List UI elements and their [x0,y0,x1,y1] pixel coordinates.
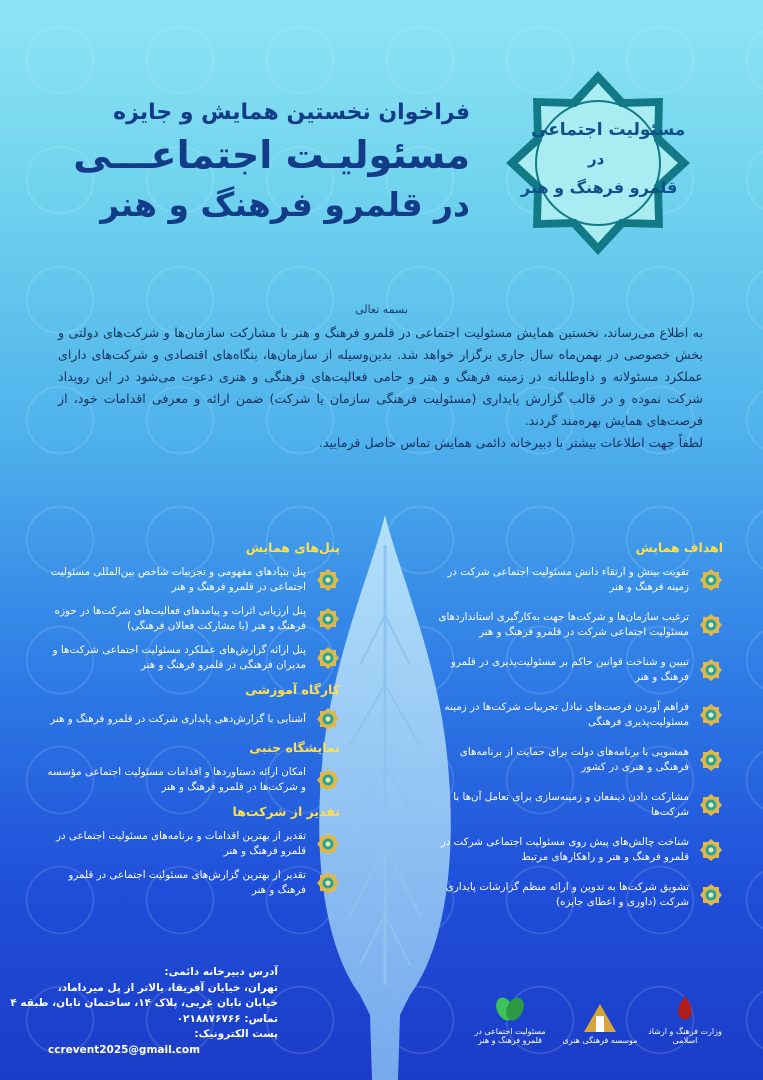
event-logo [465,993,555,1045]
emblem-text-top: مسئولیت اجتماعی [531,120,686,140]
ornament-bullet-icon [316,871,340,895]
emblem-text-bottom: قلمرو فرهنگ و هنر [521,178,678,197]
list-item-text: تبیین و شناخت قوانین حاکم بر مسئولیت‌پذیری در قلمرو فرهنگ و هنر [450,656,689,683]
exhibition-title: نمایشگاه جنبی [249,740,340,755]
list-item [433,790,723,820]
intro-text [58,322,703,454]
list-item-text: تشویق شرکت‌ها به تدوین و ارائه منظم گزارشات پایداری شرکت (داوری و اعطای جایزه) [445,881,689,908]
awards-list [40,829,340,898]
list-item-text: پنل ارائه گزارش‌های عملکرد مسئولیت اجتماعی شرکت‌ها و مدیران فرهنگی در قلمرو فرهنگ و هنر [52,644,306,671]
ornament-bullet-icon [316,832,340,856]
goals-list [433,565,723,910]
event-emblem [503,68,693,258]
list-item [40,604,340,634]
ornament-bullet-icon [699,658,723,682]
panels-list [40,565,340,673]
ornament-bullet-icon [699,838,723,862]
ornament-bullet-icon [699,703,723,727]
list-item [40,765,340,795]
address-line-1: تهران، خیابان آفریقا، بالاتر از پل میرداماد، [57,981,278,994]
list-item [40,643,340,673]
list-item-text: امکان ارائه دستاوردها و اقدامات مسئولیت اجتماعی مؤسسه و شرکت‌ها در قلمرو فرهنگ و هنر [47,766,306,793]
list-item [433,745,723,775]
program-section [40,540,340,907]
ornament-bullet-icon [699,793,723,817]
event-logo-text: مسئولیت اجتماعی در قلمرو فرهنگ و هنر [474,1027,546,1045]
ornament-bullet-icon [699,568,723,592]
ministry-emblem-icon [669,993,701,1025]
ornament-bullet-icon [316,768,340,792]
list-item [433,610,723,640]
emblem-text-mid: در [588,150,605,168]
intro-paragraph-2: لطفاً جهت اطلاعات بیشتر با دبیرخانه دائمی همایش تماس حاصل فرمایید. [318,435,703,450]
list-item-text: پنل بنیادهای مفهومی و تجربیات شاخص بین‌المللی مسئولیت اجتماعی در قلمرو فرهنگ و هنر [50,566,306,593]
awards-title: تقدیر از شرکت‌ها [232,804,340,819]
list-item [40,707,340,731]
list-item [40,565,340,595]
intro-paragraph-1: به اطلاع می‌رساند، نخستین همایش مسئولیت اجتماعی در قلمرو فرهنگ و هنر با مشارکت سازمان‌ها و شرکت‌های دولتی و بخش خصوصی در بهمن‌ماه سال جاری برگزار خواهد شد. بدین‌وسیله از سازمان‌ها، بنگاه‌های اقتصادی و شرکت‌های دارای عملکرد مسئولانه و داوطلبانه در زمینه فرهنگ و هنر و حامی فعالیت‌های فرهنگی و هنری دعوت می‌شود در این رویداد شرکت نموده و در قالب گزارش پایداری (مسئولیت فرهنگی سازمان یا شرکت) ضمن ارائه و معرفی اقدامات خود، از فرصت‌های همایش بهره‌مند گردند. [58,325,703,428]
institute-emblem-icon [582,1002,618,1034]
list-item-text: مشارکت دادن ذینفعان و زمینه‌سازی برای تعامل آن‌ها با شرکت‌ها [453,791,689,818]
leaf-logo-icon [493,993,527,1025]
ornament-bullet-icon [316,646,340,670]
list-item-text: همسویی با برنامه‌های دولت برای حمایت از برنامه‌های فرهنگی و هنری در کشور [459,746,689,773]
phone: تماس: ۰۲۱۸۸۷۶۷۶۶ [176,1012,278,1025]
address-line-2: خیابان تابان غربی، پلاک ۱۴، ساختمان تابان، طبقه ۴ [10,997,278,1009]
institute-logo-text: موسسه فرهنگی هنری [562,1036,638,1045]
list-item-text: فراهم آوردن فرصت‌های تبادل تجربیات شرکت‌ها در زمینه مسئولیت‌پذیری فرهنگی [444,701,689,728]
list-item [433,835,723,865]
exhibition-list [40,765,340,795]
list-item [433,880,723,910]
email[interactable]: ccrevent2025@gmail.com [48,1043,201,1056]
email-label: پست الکترونیک: [194,1028,278,1040]
goals-title: اهداف همایش [635,540,723,555]
ministry-logo-text: وزارت فرهنگ و ارشاد اسلامی [648,1027,722,1045]
workshop-list [40,707,340,731]
ornament-bullet-icon [699,748,723,772]
list-item [433,655,723,685]
bismillah: بسمه تعالی [355,303,408,316]
workshop-title: کارگاه آموزشی [245,682,340,697]
ministry-logo [640,993,730,1045]
list-item-text: شناخت چالش‌های پیش روی مسئولیت اجتماعی شرکت در قلمرو فرهنگ و هنر و راهکارهای مرتبط [440,836,689,863]
address-label: آدرس دبیرخانه دائمی: [164,966,278,978]
list-item [40,829,340,859]
goals-section [433,540,723,925]
ornament-bullet-icon [316,568,340,592]
contact-info [10,965,278,1058]
title-block [60,100,470,224]
title-line-2: مسئولیـت اجتماعـــی [73,133,470,177]
list-item [433,700,723,730]
institute-logo [555,1002,645,1045]
list-item-text: ترغیب سازمان‌ها و شرکت‌ها جهت به‌کارگیری استانداردهای مسئولیت اجتماعی شرکت در قلمرو فرهنگ و هنر [438,611,689,638]
title-line-3: در قلمرو فرهنگ و هنر [100,185,470,224]
ornament-bullet-icon [316,607,340,631]
list-item-text: آشنایی با گزارش‌دهی پایداری شرکت در قلمرو فرهنگ و هنر [50,712,306,725]
list-item-text: تقدیر از بهترین گزارش‌های مسئولیت اجتماعی در قلمرو فرهنگ و هنر [68,869,306,896]
ornament-bullet-icon [699,883,723,907]
list-item-text: تقدیر از بهترین اقدامات و برنامه‌های مسئولیت اجتماعی در قلمرو فرهنگ و هنر [56,830,306,857]
sponsor-logos [470,975,730,1045]
list-item [433,565,723,595]
list-item-text: پنل ارزیابی اثرات و پیامدهای فعالیت‌های شرکت‌ها در حوزه فرهنگ و هنر (با مشارکت فعالان فرهنگی) [54,605,306,632]
title-line-1: فراخوان نخستین همایش و جایزه [113,100,470,125]
ornament-bullet-icon [316,707,340,731]
ornament-bullet-icon [699,613,723,637]
panels-title: پنل‌های همایش [245,540,340,555]
list-item [40,868,340,898]
list-item-text: تقویت بینش و ارتقاء دانش مسئولیت اجتماعی شرکت در زمینه فرهنگ و هنر [447,566,689,593]
